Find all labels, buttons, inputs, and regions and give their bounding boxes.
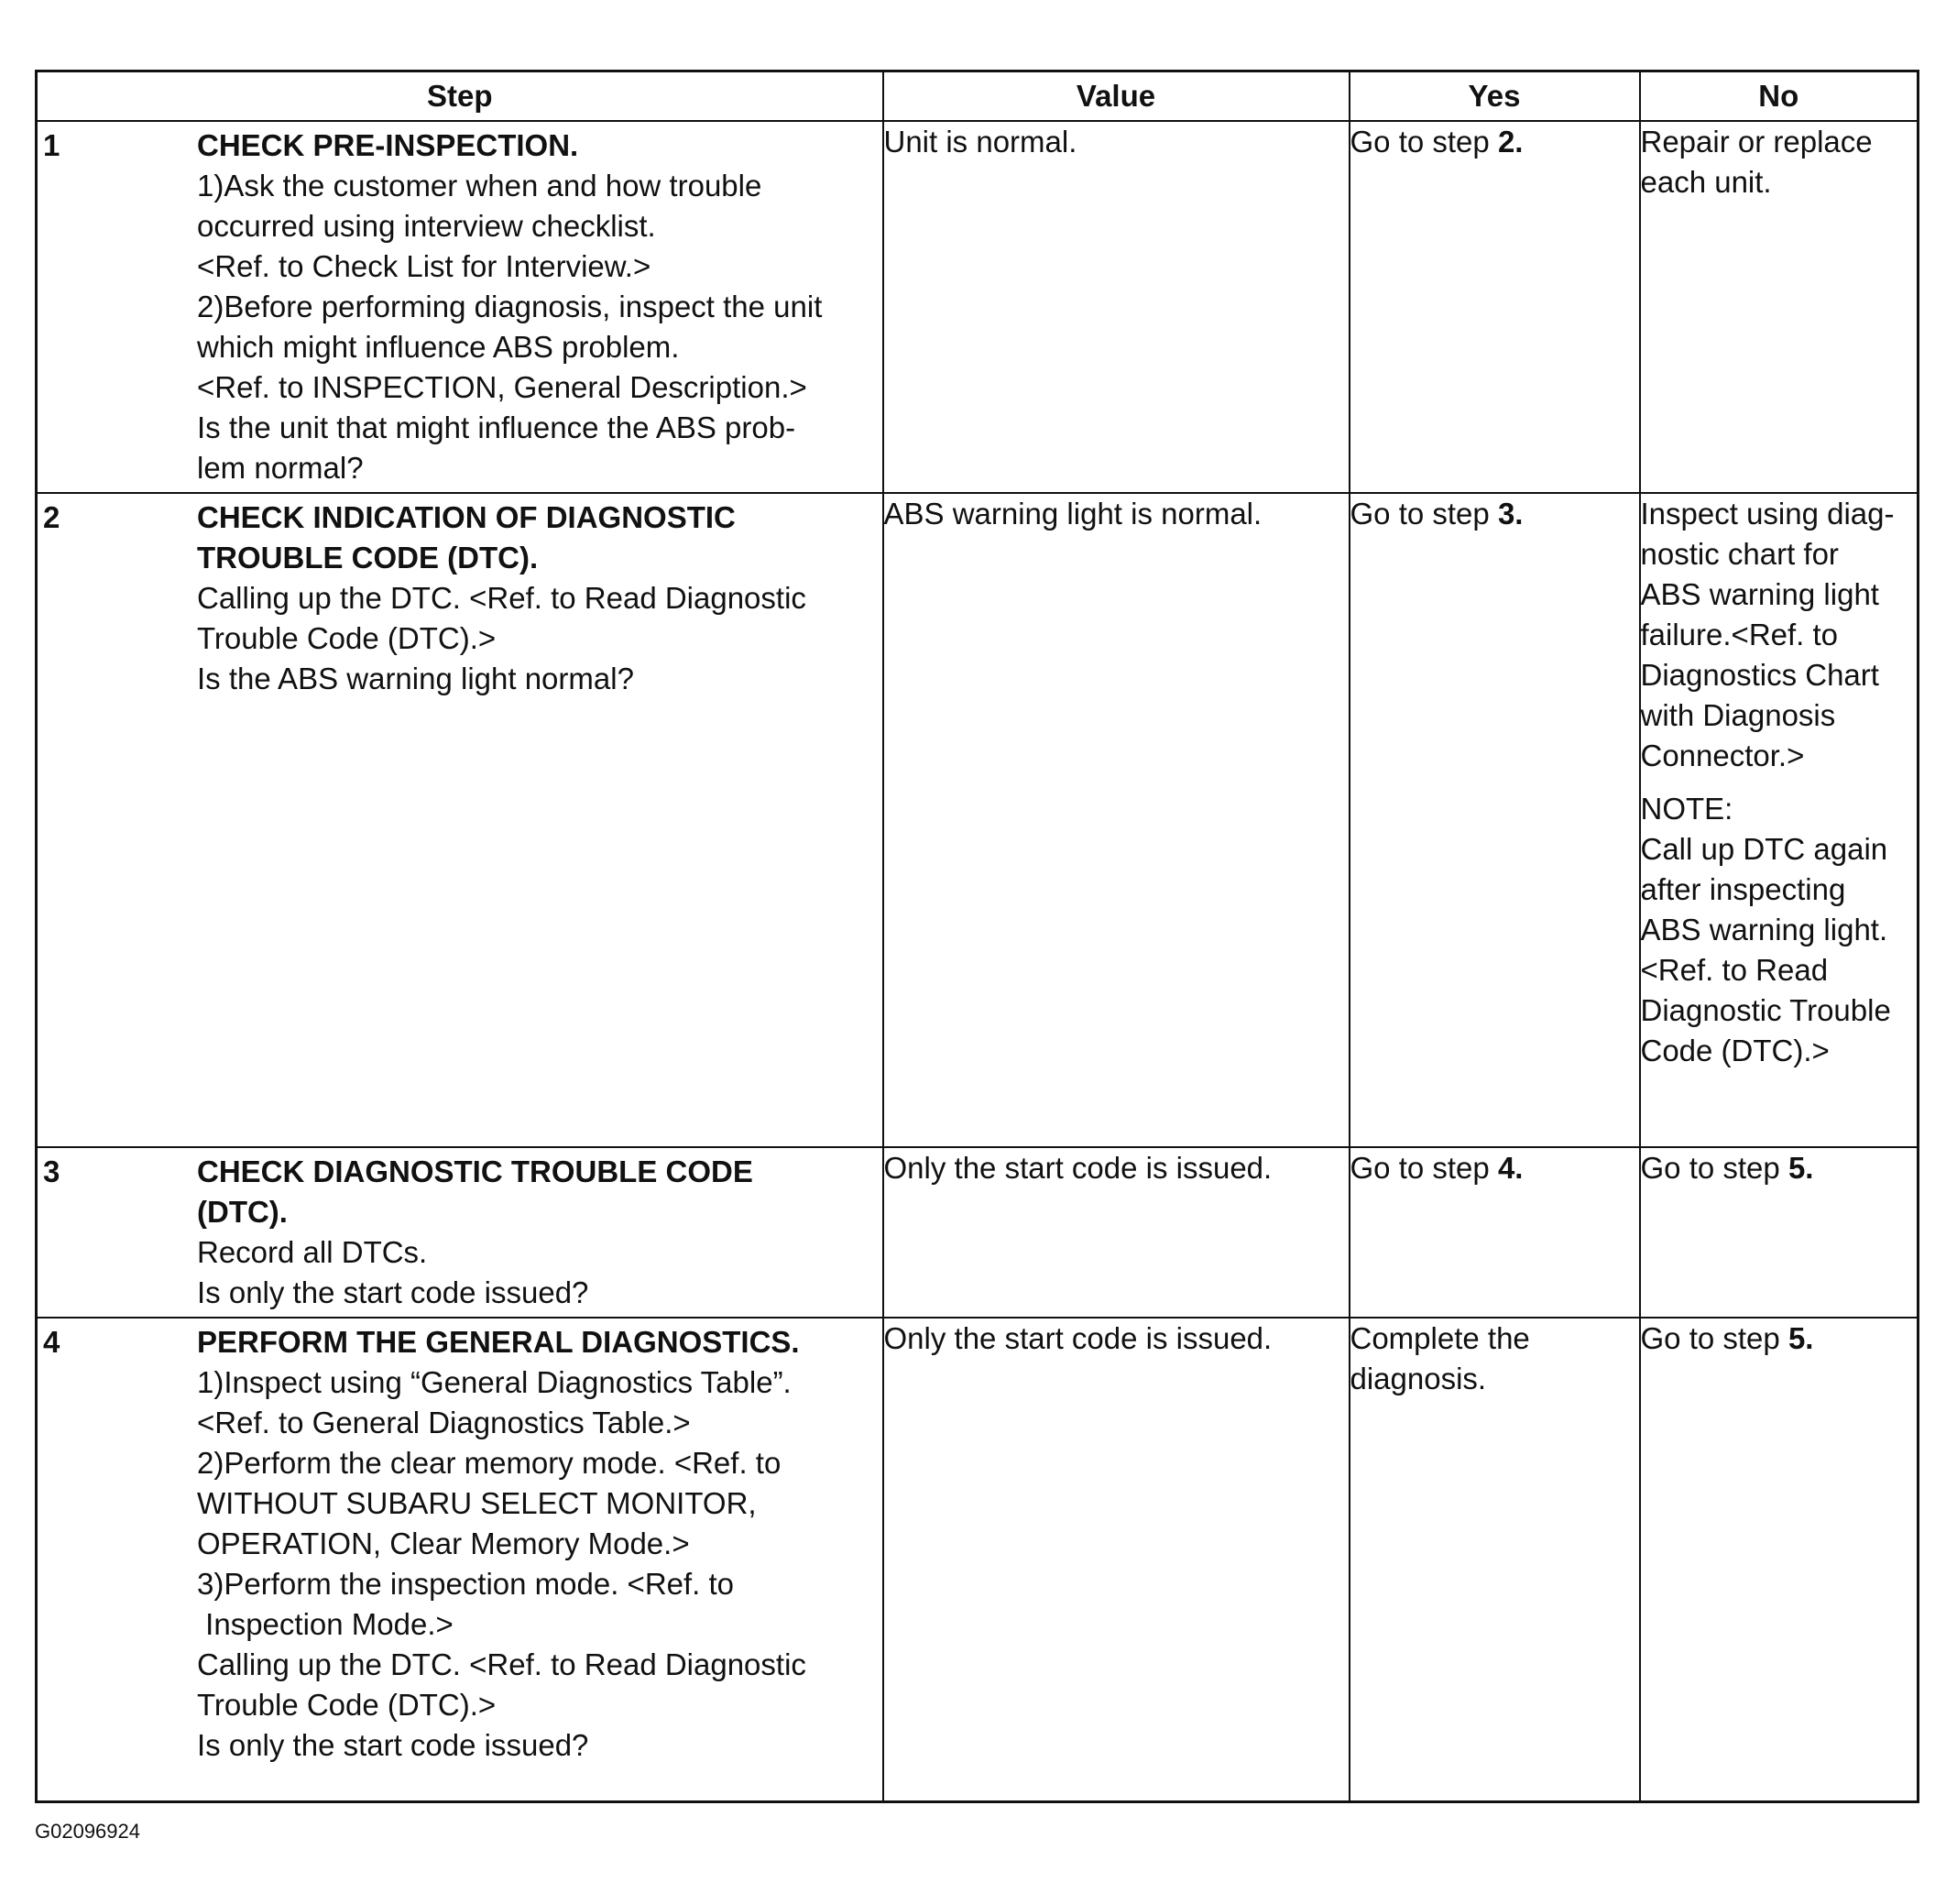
value-text: Only the start code is issued. [883, 1321, 1273, 1355]
yes-cell [1350, 493, 1640, 1147]
no-cell [1640, 1318, 1919, 1801]
step-line: Trouble Code (DTC).> [197, 1688, 497, 1722]
step-line: Record all DTCs. [197, 1235, 428, 1269]
step-number: 4 [43, 1325, 60, 1359]
table-row [37, 1318, 1919, 1801]
step-title: CHECK PRE-INSPECTION. [197, 128, 579, 162]
no-cell [1640, 1147, 1919, 1318]
no-step-ref: 5. [1787, 1321, 1814, 1355]
step-line: occurred using interview checklist. [197, 209, 656, 243]
note-line: Diagnostic Trouble [1640, 993, 1891, 1027]
step-line: WITHOUT SUBARU SELECT MONITOR, [197, 1486, 757, 1520]
header-row [37, 71, 1919, 122]
yes-step-ref: 4. [1497, 1151, 1524, 1185]
step-line: Is only the start code issued? [197, 1728, 589, 1762]
step-line: <Ref. to General Diagnostics Table.> [197, 1406, 691, 1439]
value-cell [883, 493, 1350, 1147]
step-line: lem normal? [197, 451, 364, 485]
step-title: PERFORM THE GENERAL DIAGNOSTICS. [197, 1325, 800, 1359]
header-step: Step [37, 71, 883, 122]
yes-step-ref: 3. [1497, 497, 1524, 531]
step-title: (DTC). [197, 1195, 288, 1229]
note-line: <Ref. to Read [1640, 953, 1829, 987]
step-title: CHECK DIAGNOSTIC TROUBLE CODE [197, 1154, 753, 1188]
header-value: Value [883, 71, 1350, 122]
no-line: Repair or replace [1640, 125, 1873, 159]
step-cell [37, 1147, 883, 1318]
no-line: failure.<Ref. to [1640, 618, 1839, 651]
no-text: Go to step [1640, 1321, 1788, 1355]
header-no: No [1640, 71, 1919, 122]
no-step-ref: 5. [1787, 1151, 1814, 1185]
yes-cell [1350, 1318, 1640, 1801]
no-line: with Diagnosis [1640, 698, 1836, 732]
yes-text: Go to step [1350, 125, 1498, 159]
note-label: NOTE: [1640, 792, 1733, 826]
value-text: Unit is normal. [883, 125, 1077, 159]
step-line: Is only the start code issued? [197, 1275, 589, 1309]
no-line: Connector.> [1640, 739, 1805, 772]
yes-cell [1350, 121, 1640, 493]
table-row [37, 493, 1919, 1147]
step-line: Calling up the DTC. <Ref. to Read Diagnostic [197, 1647, 806, 1681]
table-row [37, 121, 1919, 493]
yes-line: diagnosis. [1350, 1362, 1487, 1395]
no-line: each unit. [1640, 165, 1772, 199]
step-line: Calling up the DTC. <Ref. to Read Diagnostic [197, 581, 806, 615]
note-line: Call up DTC again [1640, 832, 1888, 866]
no-cell [1640, 121, 1919, 493]
figure-code: G02096924 [35, 1820, 140, 1843]
step-line: OPERATION, Clear Memory Mode.> [197, 1526, 690, 1560]
note-line: Code (DTC).> [1640, 1034, 1830, 1067]
value-cell [883, 1147, 1350, 1318]
no-line: Inspect using diag- [1640, 497, 1895, 531]
yes-text: Go to step [1350, 497, 1498, 531]
step-line: which might influence ABS problem. [197, 330, 680, 364]
header-yes: Yes [1350, 71, 1640, 122]
yes-text: Go to step [1350, 1151, 1498, 1185]
step-line: <Ref. to Check List for Interview.> [197, 249, 651, 283]
step-title: CHECK INDICATION OF DIAGNOSTIC [197, 500, 736, 534]
value-cell [883, 1318, 1350, 1801]
no-line: Diagnostics Chart [1640, 658, 1879, 692]
step-line: Is the ABS warning light normal? [197, 662, 634, 695]
step-number: 1 [43, 128, 60, 162]
no-cell [1640, 493, 1919, 1147]
step-line: Inspection Mode.> [197, 1607, 454, 1641]
no-line: ABS warning light [1640, 577, 1879, 611]
value-text: Only the start code is issued. [883, 1151, 1273, 1185]
step-line: Is the unit that might influence the ABS prob- [197, 410, 796, 444]
step-line: 2)Perform the clear memory mode. <Ref. to [197, 1446, 782, 1480]
step-cell [37, 493, 883, 1147]
step-cell [37, 1318, 883, 1801]
no-line: nostic chart for [1640, 537, 1839, 571]
step-number: 3 [43, 1154, 60, 1188]
step-line: 1)Inspect using “General Diagnostics Table”. [197, 1365, 792, 1399]
step-line: Trouble Code (DTC).> [197, 621, 497, 655]
yes-cell [1350, 1147, 1640, 1318]
note-line: after inspecting [1640, 872, 1846, 906]
no-text: Go to step [1640, 1151, 1788, 1185]
value-text: ABS warning light is normal. [883, 497, 1263, 531]
step-title: TROUBLE CODE (DTC). [197, 541, 539, 574]
step-line: 3)Perform the inspection mode. <Ref. to [197, 1567, 735, 1601]
yes-step-ref: 2. [1497, 125, 1524, 159]
note-line: ABS warning light. [1640, 913, 1888, 947]
table-row [37, 1147, 1919, 1318]
step-cell [37, 121, 883, 493]
step-number: 2 [43, 500, 60, 534]
step-line: <Ref. to INSPECTION, General Description.> [197, 370, 807, 404]
diagnostic-table [35, 70, 1919, 1803]
yes-line: Complete the [1350, 1321, 1530, 1355]
step-line: 1)Ask the customer when and how trouble [197, 169, 762, 202]
step-line: 2)Before performing diagnosis, inspect the unit [197, 290, 823, 323]
value-cell [883, 121, 1350, 493]
